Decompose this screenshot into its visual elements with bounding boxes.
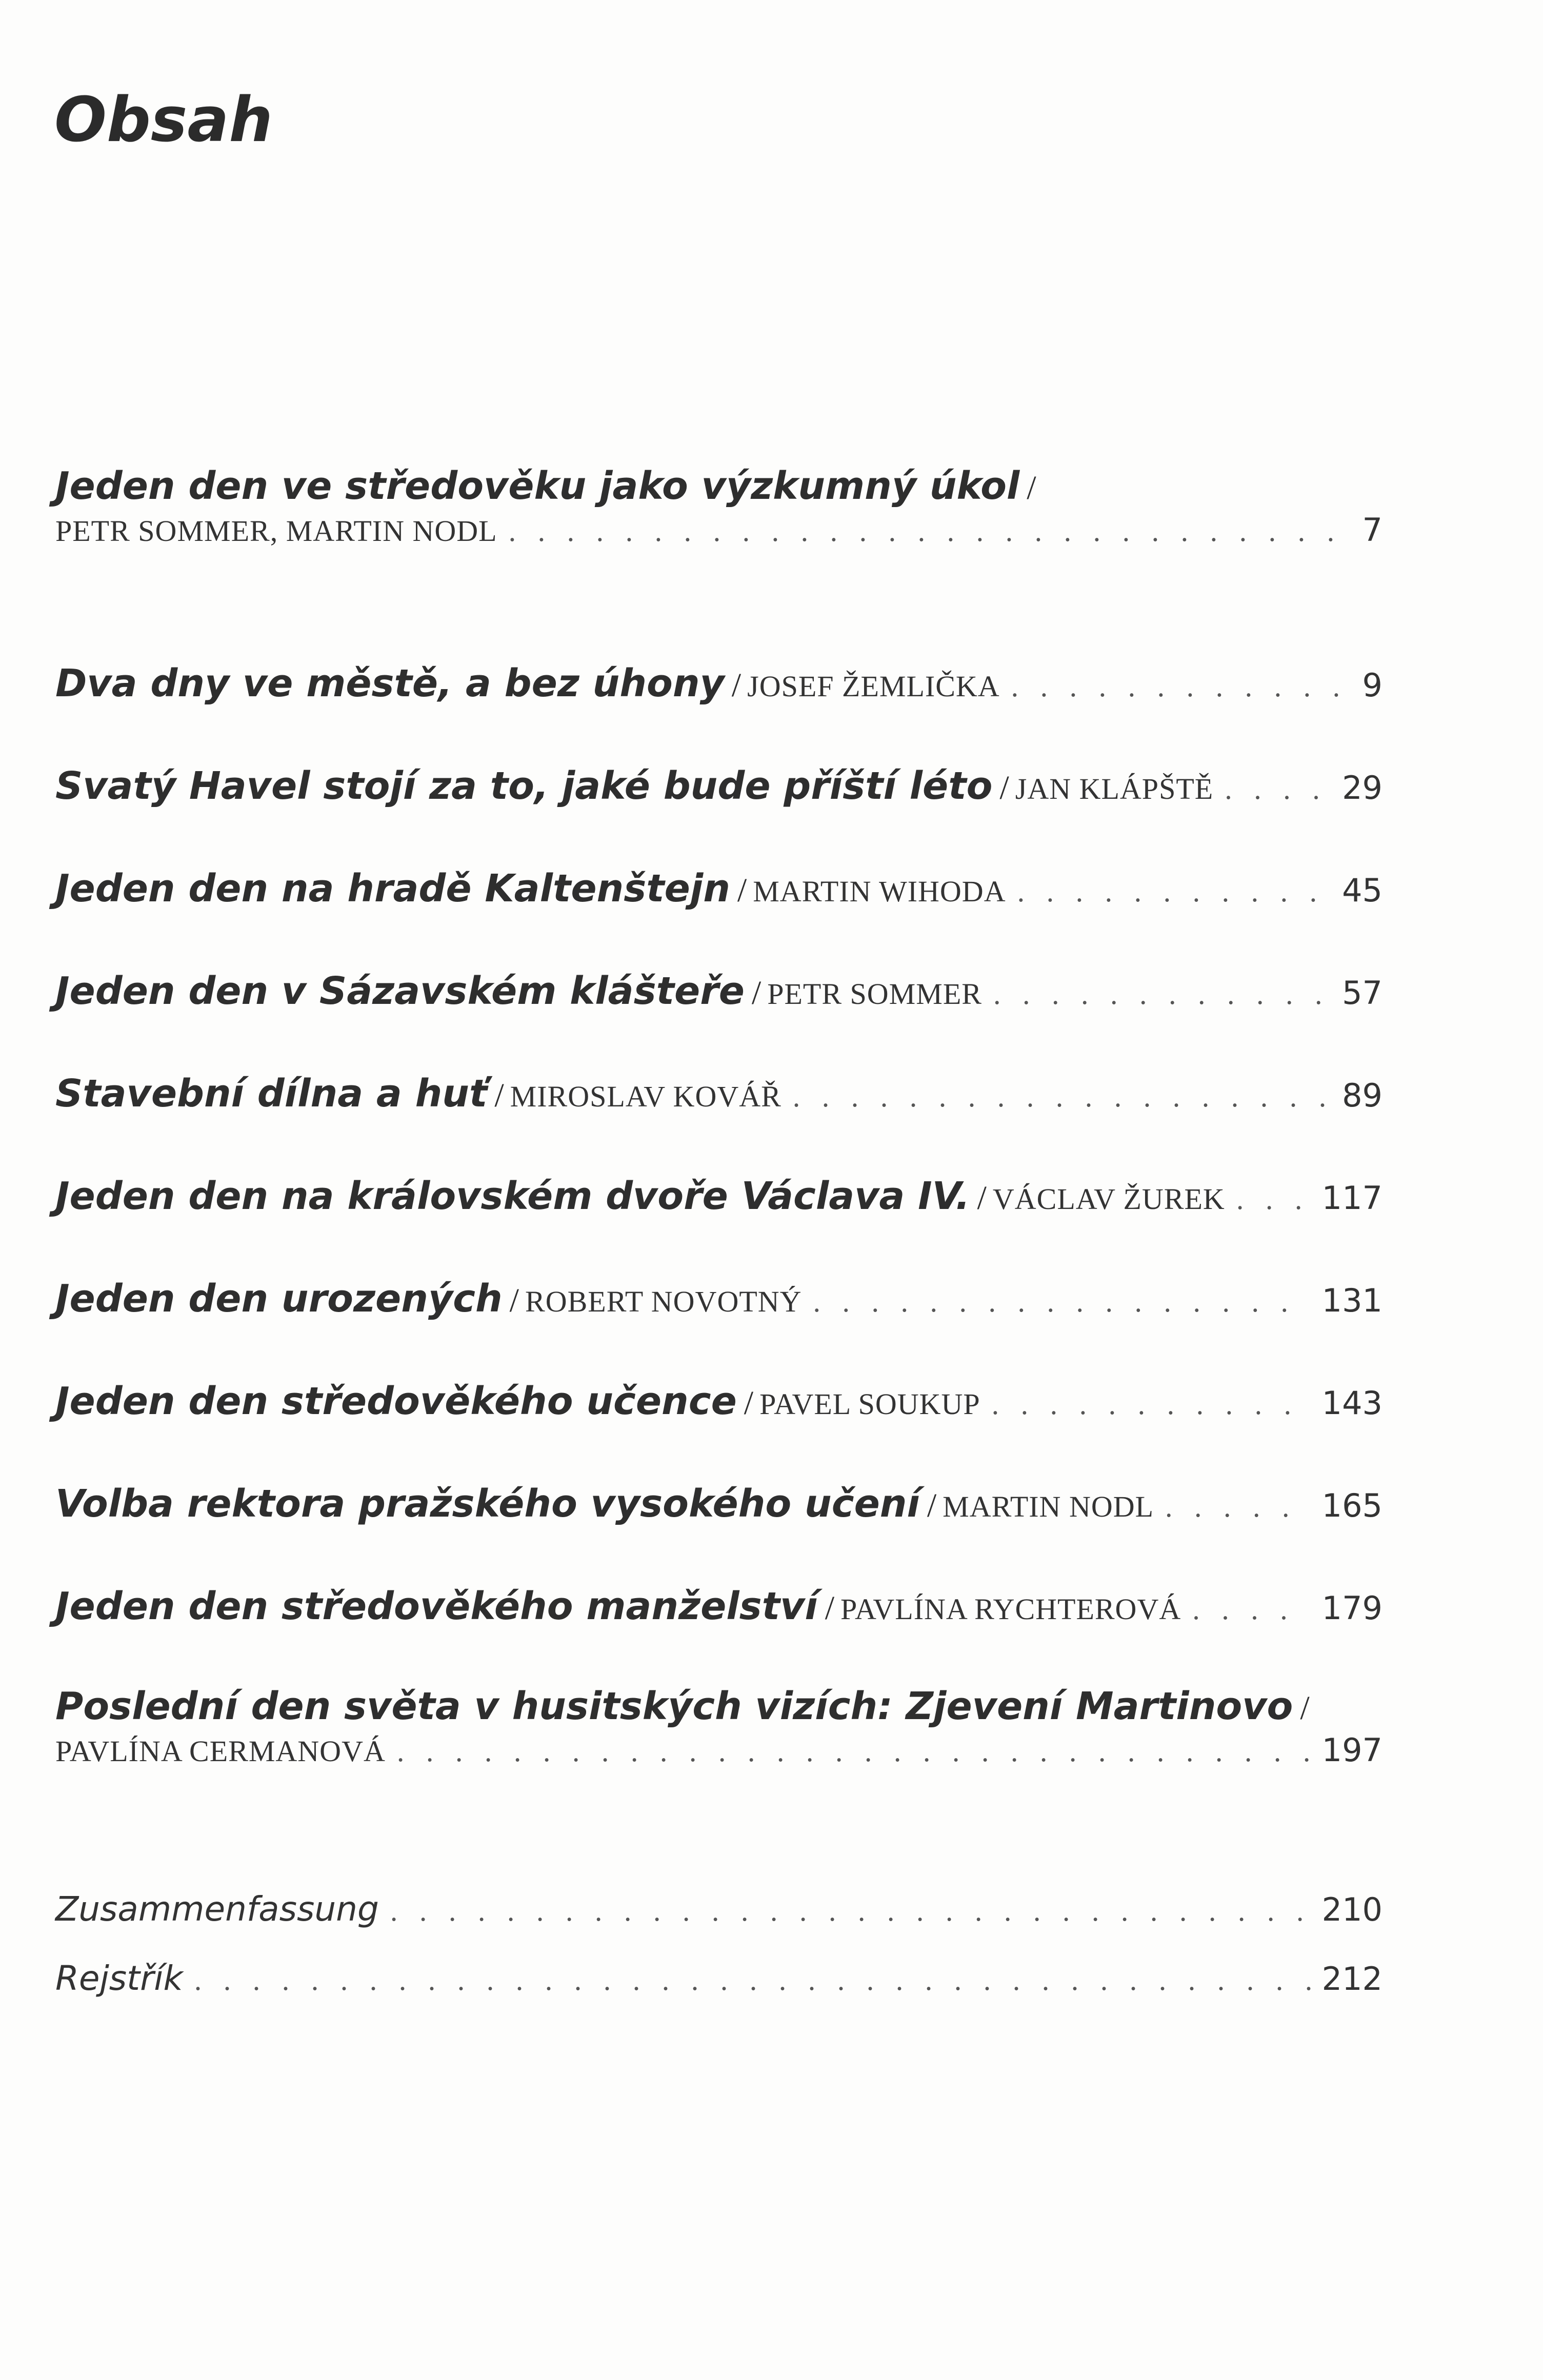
toc-entry-title: Jeden den středověkého učence: [55, 1379, 737, 1423]
toc-extra-title: Zusammenfassung: [55, 1889, 379, 1929]
toc-entry-author: PAVLÍNA RYCHTEROVÁ: [840, 1592, 1181, 1626]
toc-entry-page: 57: [1342, 974, 1382, 1012]
toc-entry-separator: /: [999, 769, 1009, 806]
toc-extra-entry[interactable]: [55, 1889, 1382, 1929]
toc-entry-title: Jeden den středověkého manželství: [55, 1584, 818, 1628]
toc-entry-title: Volba rektora pražského vysokého učení: [55, 1482, 920, 1526]
dot-leader: [397, 1734, 1311, 1768]
dot-leader: [793, 1079, 1331, 1114]
toc-entry[interactable]: [55, 1684, 1382, 1769]
toc-entry-page: 29: [1342, 769, 1382, 806]
toc-entry-author-line: [55, 511, 1382, 549]
toc-entry-title: Stavební dílna a huť: [55, 1072, 488, 1116]
toc-extra-entry[interactable]: [55, 1959, 1382, 1998]
dot-leader: [1225, 772, 1331, 806]
toc-entry-separator: /: [737, 872, 747, 909]
toc-entry[interactable]: [55, 764, 1382, 808]
toc-entry-title: Jeden den na hradě Kaltenštejn: [55, 866, 730, 911]
dot-leader: [992, 1387, 1311, 1421]
toc-entry-separator: /: [509, 1282, 519, 1319]
toc-entry-separator: /: [977, 1179, 987, 1217]
toc-entry-page: 165: [1321, 1487, 1382, 1524]
toc-extra-page: 212: [1321, 1960, 1382, 1998]
toc-entry[interactable]: [55, 866, 1382, 911]
toc-entry-title: Poslední den světa v husitských vizích: Zjevení Martinovo: [55, 1684, 1293, 1728]
toc-entry[interactable]: [55, 1584, 1382, 1628]
dot-leader: [194, 1963, 1311, 1997]
toc-entry-page: 45: [1342, 872, 1382, 909]
toc-entry-separator: /: [731, 667, 742, 704]
toc-entry[interactable]: [55, 1277, 1382, 1321]
toc-entry-title: Jeden den v Sázavském klášteře: [55, 969, 745, 1013]
toc-entry-title-line: [55, 464, 1382, 508]
toc-extra-title: Rejstřík: [55, 1959, 183, 1998]
toc-entry-author: PAVEL SOUKUP: [759, 1387, 980, 1421]
toc-entry-page: 179: [1321, 1589, 1382, 1627]
toc-entry-separator: /: [744, 1384, 754, 1422]
toc-entry[interactable]: [55, 1072, 1382, 1116]
toc-entry-author: JOSEF ŽEMLIČKA: [747, 670, 1000, 703]
toc-entry-title: Dva dny ve městě, a bez úhony: [55, 661, 725, 705]
toc-entry[interactable]: [55, 1174, 1382, 1218]
toc-entry[interactable]: [55, 969, 1382, 1013]
toc-entry-title: Jeden den na královském dvoře Václava IV.: [55, 1174, 970, 1218]
toc-entry-title: Jeden den ve středověku jako výzkumný úkol: [55, 464, 1020, 508]
toc-entry-page: 7: [1362, 511, 1382, 549]
dot-leader: [813, 1284, 1311, 1319]
toc-entry-title: Jeden den urozených: [55, 1277, 503, 1321]
toc-entry-page: 131: [1321, 1282, 1382, 1319]
toc-entry-separator: /: [1027, 469, 1036, 507]
toc-entry-page: 89: [1342, 1077, 1382, 1114]
toc-entry-page: 197: [1321, 1731, 1382, 1769]
toc-entry-page: 9: [1362, 667, 1382, 704]
page-title: Obsah: [54, 85, 273, 156]
toc-entry-separator: /: [751, 974, 762, 1012]
toc-entry-author-line: [55, 1731, 1382, 1769]
dot-leader: [1017, 874, 1331, 909]
dot-leader: [1236, 1182, 1311, 1216]
toc-extra-page: 210: [1321, 1891, 1382, 1928]
toc-entry-separator: /: [927, 1487, 937, 1524]
toc-entry-title-line: [55, 1684, 1382, 1728]
toc-entry-author: PAVLÍNA CERMANOVÁ: [55, 1734, 386, 1768]
toc-entry-separator: /: [1300, 1689, 1310, 1727]
toc-entry-author: ROBERT NOVOTNÝ: [525, 1285, 802, 1318]
dot-leader: [1192, 1592, 1310, 1626]
toc-entry-page: 117: [1321, 1179, 1382, 1217]
dot-leader: [509, 514, 1351, 548]
toc-entry[interactable]: [55, 1379, 1382, 1423]
toc-entry-author: MIROSLAV KOVÁŘ: [510, 1080, 781, 1113]
dot-leader: [1011, 669, 1351, 703]
toc-entry-author: MARTIN NODL: [943, 1490, 1154, 1523]
toc-entry-author: VÁCLAV ŽUREK: [992, 1182, 1225, 1216]
toc-entry-author: JAN KLÁPŠTĚ: [1015, 772, 1214, 805]
toc-entry[interactable]: [55, 1482, 1382, 1526]
toc-entry-separator: /: [825, 1589, 835, 1627]
toc-entry[interactable]: [55, 464, 1382, 549]
toc-entry[interactable]: [55, 661, 1382, 705]
dot-leader: [993, 977, 1331, 1011]
dot-leader: [1165, 1489, 1311, 1524]
toc-entry-author: PETR SOMMER, MARTIN NODL: [55, 514, 497, 548]
toc-entry-title: Svatý Havel stojí za to, jaké bude příští léto: [55, 764, 993, 808]
dot-leader: [390, 1893, 1311, 1928]
toc-entry-author: PETR SOMMER: [767, 977, 982, 1011]
toc-entry-page: 143: [1321, 1384, 1382, 1422]
toc-entry-author: MARTIN WIHODA: [753, 875, 1006, 908]
toc-entry-separator: /: [494, 1077, 504, 1114]
